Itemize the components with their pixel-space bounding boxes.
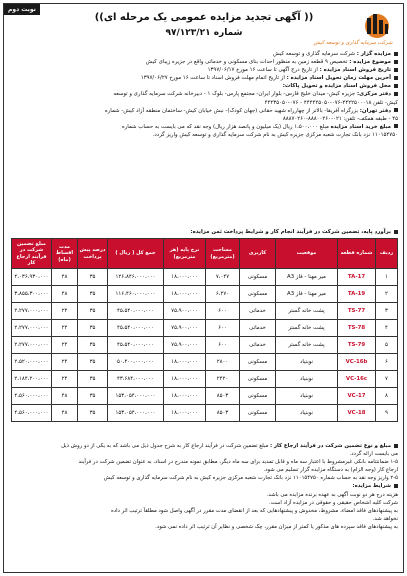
table-cell: ۱۱۶،۴۶۰،۰۰۰،۰۰۰ [108, 286, 164, 303]
info-line: موضوع مزایده : تخصیص ۹ قطعه زمین به منظور احداث بنای مسکونی و خدماتی واقع در جزیره زیبای کیش [12, 58, 398, 66]
table-cell: ۲،۲۷۷،۰۰۰،۰۰۰ [12, 320, 52, 337]
lot-number-cell: VC-16c [338, 371, 376, 388]
table-cell: ۳۵ [78, 303, 108, 320]
table-cell: ۲۴ [52, 354, 78, 371]
table-cell: ۲۴ [52, 320, 78, 337]
notice-title: (( آگهی تجدید مزایده عمومی یک مرحله ای)) [94, 12, 314, 23]
table-cell: ۱۸،۰۰۰،۰۰۰ [164, 371, 206, 388]
table-row [12, 405, 398, 422]
terms-line: به پیشنهادهای فاقد امضاء، مشروط، مخدوش و پیشنهادهایی که بعد از انقضای مدت مقرر در آگهی واصل شود مطلقاً ترتیب اثر داده [111, 507, 398, 514]
table-cell: ۲،۵۲۰،۰۰۰،۰۰۰ [12, 354, 52, 371]
bullet-icon [394, 76, 398, 80]
table-row [12, 354, 398, 371]
table-cell: ۴۵،۵۴۰،۰۰۰،۰۰۰ [108, 303, 164, 320]
table-cell: ۱۸،۰۰۰،۰۰۰ [164, 405, 206, 422]
info-line: تاریخ فروش اسناد مزایده : از تاریخ درج آگهی تا ساعت ۱۶ مورخ ۱۳۹۷/۰۶/۱۷ [12, 66, 398, 74]
table-cell: ۹ [376, 405, 398, 422]
table-cell: مسکونی [240, 286, 276, 303]
table-cell: پشت خانه گستر [276, 303, 338, 320]
table-cell: ۲،۲۷۷،۰۰۰،۰۰۰ [12, 303, 52, 320]
table-row [12, 388, 398, 405]
logo-company-name: شرکت سرمایه گذاری و توسعه کیش [313, 40, 393, 46]
notice-page [3, 3, 404, 573]
table-cell: ۷،۰۴۷ [206, 269, 240, 286]
table-cell: ۳۵ [78, 320, 108, 337]
lot-number-cell: TS-78 [338, 320, 376, 337]
table-cell: ۴۳،۶۸۴،۰۰۰،۰۰۰ [108, 371, 164, 388]
notice-number: شماره ۹۷/۱۲۳/۲۱ [165, 28, 243, 38]
table-cell: مسکونی [240, 269, 276, 286]
lot-number-cell: TA-19 [338, 286, 376, 303]
table-cell: ۱۸،۰۰۰،۰۰۰ [164, 286, 206, 303]
logo-mark-icon [357, 10, 397, 40]
lot-number-cell: VC-16b [338, 354, 376, 371]
table-cell: ۳،۸۵۵،۳۰۰،۰۰۰ [12, 286, 52, 303]
table-row [12, 371, 398, 388]
table-cell: ۸ [376, 388, 398, 405]
table-cell: پشت خانه گستر [276, 337, 338, 354]
table-cell: مسکونی [240, 388, 276, 405]
table-cell: ۶۰۰ [206, 303, 240, 320]
table-cell: ۲۸۰۰ [206, 354, 240, 371]
terms-line: مبلغ و نوع تضمین شرکت در فرآیند ارجاع کار : مبلغ تضمین شرکت در فرآیند ارجاع کار به شرح جدول ذیل می باشد که به یکی از دو روش ذیل [12, 442, 398, 450]
table-cell: ۱۲۶،۸۴۶،۰۰۰،۰۰۰ [108, 269, 164, 286]
table-cell: ۱۵۳،۰۵۴،۰۰۰،۰۰۰ [108, 405, 164, 422]
table-row [12, 269, 398, 286]
terms-line: هزینه درج هر دو نوبت آگهی به عهده برنده مزایده می باشد. [266, 491, 398, 498]
table-cell: ۷۵،۹۰۰،۰۰۰ [164, 303, 206, 320]
table-cell: ۲ [376, 286, 398, 303]
col-header: مدت اقساط (ماه) [52, 239, 78, 269]
table-cell: خدماتی [240, 320, 276, 337]
col-header: نرخ پایه (هر مترمربع) [164, 239, 206, 269]
col-header: شماره قطعه [338, 239, 376, 269]
col-header: جمع کل ( ریال ) [108, 239, 164, 269]
table-cell: ۳۵ [78, 269, 108, 286]
table-row [12, 286, 398, 303]
bullet-icon [394, 484, 398, 488]
table-cell: ۱۸،۰۰۰،۰۰۰ [164, 388, 206, 405]
terms-line: می بایست ارائه گردد. [349, 451, 398, 458]
table-cell: مسکونی [240, 354, 276, 371]
bullet-icon [394, 108, 398, 112]
col-header: درصد پیش پرداخت [78, 239, 108, 269]
table-cell: ۲،۱۸۴،۲۰۰،۰۰۰ [12, 371, 52, 388]
table-cell: میر مهنا - فاز A3 [276, 286, 338, 303]
lot-number-cell: TS-77 [338, 303, 376, 320]
col-header: کاربری [240, 239, 276, 269]
table-cell: پشت خانه گستر [276, 320, 338, 337]
table-cell: ۶۰۰ [206, 320, 240, 337]
bullet-icon [394, 444, 398, 448]
table-cell: ۶۰۰ [206, 337, 240, 354]
table-cell: ۴،۰۳۶،۹۳۰،۰۰۰ [12, 269, 52, 286]
table-cell: ۴،۵۶۰،۰۰۰،۰۰۰ [12, 388, 52, 405]
table-cell: ۴۸ [52, 286, 78, 303]
table-cell: ۴۸ [52, 405, 78, 422]
terms-line: ارجاع کار (وجه الزام) به دستگاه مزایده گزار تسلیم می شود. [263, 467, 398, 474]
table-cell: ۸۵۰۳ [206, 388, 240, 405]
table-cell: ۳۵ [78, 286, 108, 303]
table-cell: ۳۵ [78, 405, 108, 422]
table-cell: ۷۵،۹۰۰،۰۰۰ [164, 337, 206, 354]
company-logo [309, 10, 397, 50]
table-cell: ۴۸ [52, 269, 78, 286]
terms-line: نخواهد شد. [372, 515, 398, 522]
col-header: مبلغ تضمین شرکت در فرآیند ارجاع کار [12, 239, 52, 269]
table-cell: خدماتی [240, 303, 276, 320]
table-cell: ۳۵ [78, 371, 108, 388]
terms-line: ۲-۵ واریز وجه نقد به حساب شماره ۱۱۰۱۵۴۷۵۰ نزد بانک تجارت شعبه مرکزی جزیره کیش به نام شرکت سرمایه گذاری و توسعه کیش [103, 475, 398, 482]
table-cell: ۲۴ [52, 371, 78, 388]
terms-line: شرایط مزایده: [12, 482, 398, 490]
table-cell: مسکونی [240, 371, 276, 388]
bullet-icon [394, 84, 398, 88]
lots-table-section [12, 229, 398, 422]
table-cell: ۳۵ [78, 388, 108, 405]
table-cell: نوبنیاد [276, 388, 338, 405]
bullet-icon [394, 124, 398, 128]
table-cell: ۴۵،۵۴۰،۰۰۰،۰۰۰ [108, 320, 164, 337]
table-header-row [12, 239, 398, 269]
terms-line: به پیشنهادهای فاقد سپرده های مذکور یا کمتر از میزان مقرر، چک شخصی و نظایر آن ترتیب اثر داده نمی شود. [155, 523, 398, 530]
table-cell: ۲۴ [52, 337, 78, 354]
bullet-icon [394, 68, 398, 72]
table-cell: ۸۵۰۳ [206, 405, 240, 422]
table-cell: ۴،۵۶۰،۰۰۰،۰۰۰ [12, 405, 52, 422]
bullet-icon [394, 92, 398, 96]
table-cell: ۱۵۳،۰۵۴،۰۰۰،۰۰۰ [108, 388, 164, 405]
table-cell: نوبنیاد [276, 405, 338, 422]
table-cell: مسکونی [240, 405, 276, 422]
table-cell: ۶،۴۷۰ [206, 286, 240, 303]
auction-terms [12, 442, 398, 531]
table-cell: خدماتی [240, 337, 276, 354]
info-line: مبلغ خرید اسناد مزایده مبلغ ۱،۵۰۰،۰۰۰ ریال (یک میلیون و پانصد هزار ریال) وجه نقد که می بایست به حساب شماره [12, 123, 398, 131]
info-line: ۴۵ - طبقه همکف- تلفن: ۰۲۱-۸۸۸۰۰۲۶۰-۸۸۸۷۰۲۶۰ [282, 115, 398, 122]
table-cell: ۷ [376, 371, 398, 388]
round-badge: نوبت دوم [4, 4, 40, 15]
terms-line: ۱-۵ ضمانتنامه بانکی غیرمشروط با اعتبار سه ماه و قابل تمدید برای سه ماه دیگر، مطابق نمونه مندرج در اسناد، به عنوان تضمین شرکت در فرآیند [78, 459, 398, 466]
info-line: دفتر مرکزی: جزیره کیش- میدان خلیج فارس- بلوار ایران- مجتمع پارس- بلوک ۱ - دبیرخانه شرکت سرمایه گذاری و توسعه [12, 90, 398, 98]
lot-number-cell: VC-17 [338, 388, 376, 405]
info-line: آخرین مهلت زمان تحویل اسناد مزایده : از تاریخ اتمام مهلت فروش اسناد تا ساعت ۱۶ مورخ ۱۳۹۷/۰۶/۲۷ [12, 74, 398, 82]
table-cell: ۲،۲۷۷،۰۰۰،۰۰۰ [12, 337, 52, 354]
terms-line: شرکت کلیه اشخاص حقیقی و حقوقی در مزایده آزاد است. [269, 499, 398, 506]
bullet-icon [394, 230, 398, 234]
auction-info [12, 50, 398, 139]
lots-table [11, 238, 398, 422]
table-cell: ۱۸،۰۰۰،۰۰۰ [164, 269, 206, 286]
table-cell: نوبنیاد [276, 354, 338, 371]
lot-number-cell: TA-17 [338, 269, 376, 286]
col-header: ردیف [376, 239, 398, 269]
col-header: موقعیت [276, 239, 338, 269]
info-line: ۱۱۰۱۵۴۷۵۰ نزد بانک تجارت شعبه مرکزی جزیره کیش به نام شرکت سرمایه گذاری و توسعه کیش واریز گردد. [152, 131, 398, 138]
lot-number-cell: VC-18 [338, 405, 376, 422]
info-line: دفتر تهران: بزرگراه آفریقا- بالاتر از چهارراه شهید حقانی (جهان کودک)- نبش خیابان کیش- ساختمان منطقه آزاد کیش- شماره [12, 107, 398, 115]
col-header: مساحت (مترمربع) [206, 239, 240, 269]
table-cell: نوبنیاد [276, 371, 338, 388]
table-cell: ۵ [376, 337, 398, 354]
table-cell: ۳ [376, 303, 398, 320]
table-row [12, 303, 398, 320]
table-cell: ۱ [376, 269, 398, 286]
table-note: برآورد پایه، تضمین شرکت در فرآیند انجام کار و شرایط پرداخت ثمن مزایده: [12, 229, 398, 235]
info-line: کیش- تلفن ۴۴۲۲۵۰۰۰۱۸-۰۷۶-۴۴۴۴۲۵۰۵۰ - ۰۷۶-۴۴۴۳۵۰۵۰ [264, 99, 398, 106]
table-body [12, 269, 398, 422]
table-cell: ۴ [376, 320, 398, 337]
bullet-icon [394, 60, 398, 64]
info-line: مزایده گزار : شرکت سرمایه گذاری و توسعه کیش [12, 50, 398, 58]
table-cell: ۲۴ [52, 303, 78, 320]
table-row [12, 337, 398, 354]
table-cell: میر مهنا - فاز A3 [276, 269, 338, 286]
table-cell: ۶ [376, 354, 398, 371]
table-row [12, 320, 398, 337]
table-cell: ۴۵،۵۴۰،۰۰۰،۰۰۰ [108, 337, 164, 354]
bullet-icon [394, 52, 398, 56]
table-cell: ۴۸ [52, 388, 78, 405]
table-cell: ۳۵ [78, 337, 108, 354]
table-cell: ۲۴۲۰ [206, 371, 240, 388]
table-cell: ۵۰،۴۰۰،۰۰۰،۰۰۰ [108, 354, 164, 371]
table-cell: ۱۸،۰۰۰،۰۰۰ [164, 354, 206, 371]
table-cell: ۷۵،۹۰۰،۰۰۰ [164, 320, 206, 337]
lot-number-cell: TS-79 [338, 337, 376, 354]
table-cell: ۳۵ [78, 354, 108, 371]
info-line: محل فروش اسناد مزایده و تحویل پاکات: [12, 82, 398, 90]
